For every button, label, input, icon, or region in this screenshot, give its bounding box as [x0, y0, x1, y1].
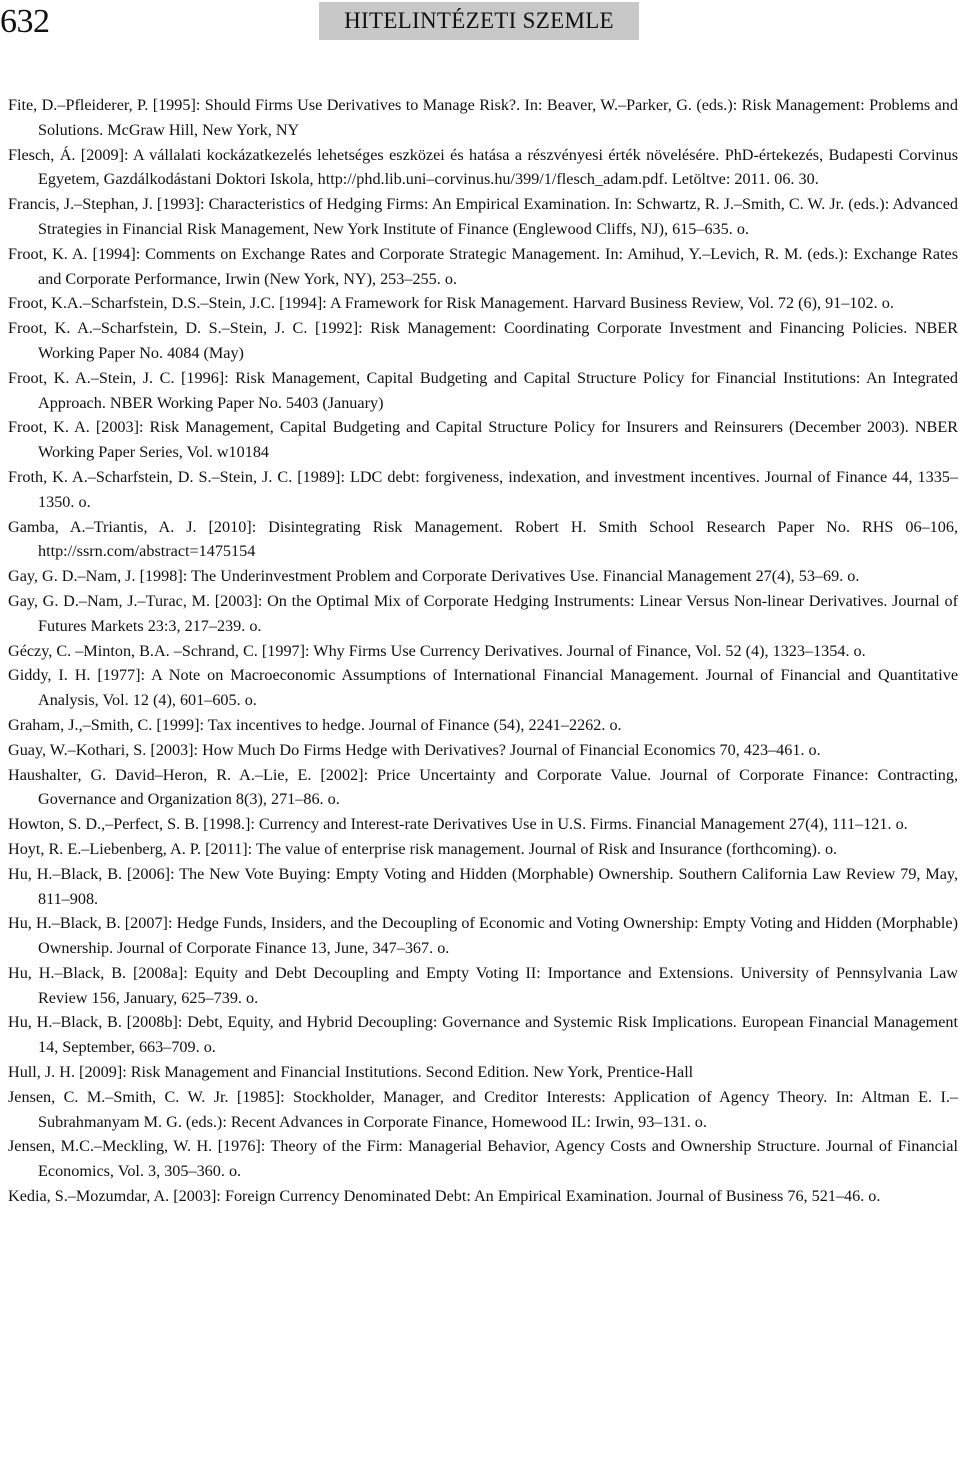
reference-item: Giddy, I. H. [1977]: A Note on Macroeconomic Assumptions of International Financial Management. Journal of Financial and Quantitative Analysis, Vol. 12 (4), 601–605. o. [8, 666, 958, 710]
reference-item: Gamba, A.–Triantis, A. J. [2010]: Disintegrating Risk Management. Robert H. Smith School Research Paper No. RHS 06–106, http://ssrn.com/abstract=1475154 [8, 517, 958, 561]
reference-list [8, 93, 958, 1209]
reference-item: Froot, K. A.–Stein, J. C. [1996]: Risk Management, Capital Budgeting and Capital Structure Policy for Financial Institutions: An Integrated Approach. NBER Working Paper No. 5403 (January) [8, 368, 958, 412]
reference-item: Guay, W.–Kothari, S. [2003]: How Much Do Firms Hedge with Derivatives? Journal of Financial Economics 70, 423–461. o. [8, 740, 821, 759]
reference-item: Hull, J. H. [2009]: Risk Management and Financial Institutions. Second Edition. New York, Prentice-Hall [8, 1063, 694, 1082]
journal-title-header: HITELINTÉZETI SZEMLE [319, 2, 639, 40]
reference-item: Géczy, C. –Minton, B.A. –Schrand, C. [1997]: Why Firms Use Currency Derivatives. Journal of Finance, Vol. 52 (4), 1323–1354. o. [8, 641, 866, 660]
reference-item: Froot, K. A.–Scharfstein, D. S.–Stein, J. C. [1992]: Risk Management: Coordinating Corporate Investment and Financing Policies. NBER Working Paper No. 4084 (May) [8, 319, 958, 362]
reference-item: Froot, K. A. [2003]: Risk Management, Capital Budgeting and Capital Structure Policy for Insurers and Reinsurers (December 2003). NBER Working Paper Series, Vol. w10184 [8, 418, 958, 462]
reference-item: Hu, H.–Black, B. [2008b]: Debt, Equity, and Hybrid Decoupling: Governance and Systemic Risk Implications. European Financial Management 14, September, 663–709. o. [8, 1013, 958, 1057]
reference-item: Francis, J.–Stephan, J. [1993]: Characteristics of Hedging Firms: An Empirical Examination. In: Schwartz, R. J.–Smith, C. W. Jr. (eds.): Advanced Strategies in Financial Risk Management, New York Institute of Finance (Englewood Cliffs, NJ), 615–635. o. [8, 195, 958, 238]
reference-item: Froot, K.A.–Scharfstein, D.S.–Stein, J.C. [1994]: A Framework for Risk Management. Harvard Business Review, Vol. 72 (6), 91–102. o. [8, 294, 894, 313]
reference-item: Graham, J.,–Smith, C. [1999]: Tax incentives to hedge. Journal of Finance (54), 2241–2262. o. [8, 715, 622, 734]
reference-item: Froot, K. A. [1994]: Comments on Exchange Rates and Corporate Strategic Management. In: Amihud, Y.–Levich, R. M. (eds.): Exchange Rates and Corporate Performance, Irwin (New York, NY), 253–255. o. [8, 244, 958, 288]
reference-item: Flesch, Á. [2009]: A vállalati kockázatkezelés lehetséges eszközei és hatása a részvényesi érték növelésére. PhD-értekezés, Budapesti Corvinus Egyetem, Gazdálkodástani Doktori Iskola, http://phd.lib.uni–corvinus.hu/399/1/flesch_adam.pdf. Letöltve: 2011. 06. 30. [8, 145, 958, 189]
reference-item: Hoyt, R. E.–Liebenberg, A. P. [2011]: The value of enterprise risk management. Journal of Risk and Insurance (forthcoming). o. [8, 839, 838, 858]
reference-item: Haushalter, G. David–Heron, R. A.–Lie, E. [2002]: Price Uncertainty and Corporate Value. Journal of Corporate Finance: Contracting, Governance and Organization 8(3), 271–86. o. [8, 765, 958, 809]
reference-item: Gay, G. D.–Nam, J. [1998]: The Underinvestment Problem and Corporate Derivatives Use. Financial Management 27(4), 53–69. o. [8, 567, 860, 586]
reference-item: Fite, D.–Pfleiderer, P. [1995]: Should Firms Use Derivatives to Manage Risk?. In: Beaver, W.–Parker, G. (eds.): Risk Management: Problems and Solutions. McGraw Hill, New York, NY [8, 96, 958, 139]
reference-item: Jensen, M.C.–Meckling, W. H. [1976]: Theory of the Firm: Managerial Behavior, Agency Costs and Ownership Structure. Journal of Financial Economics, Vol. 3, 305–360. o. [8, 1137, 958, 1181]
reference-item: Froth, K. A.–Scharfstein, D. S.–Stein, J. C. [1989]: LDC debt: forgiveness, indexation, and investment incentives. Journal of Finance 44, 1335–1350. o. [8, 467, 958, 511]
reference-item: Gay, G. D.–Nam, J.–Turac, M. [2003]: On the Optimal Mix of Corporate Hedging Instruments: Linear Versus Non-linear Derivatives. Journal of Futures Markets 23:3, 217–239. o. [8, 591, 958, 635]
reference-item: Hu, H.–Black, B. [2006]: The New Vote Buying: Empty Voting and Hidden (Morphable) Ownership. Southern California Law Review 79, May, 811–908. [8, 864, 958, 908]
reference-item: Kedia, S.–Mozumdar, A. [2003]: Foreign Currency Denominated Debt: An Empirical Examination. Journal of Business 76, 521–46. o. [8, 1187, 881, 1206]
page-number: 632 [0, 3, 50, 40]
reference-item: Hu, H.–Black, B. [2007]: Hedge Funds, Insiders, and the Decoupling of Economic and Voting Ownership: Empty Voting and Hidden (Morphable) Ownership. Journal of Corporate Finance 13, June, 347–367. o. [8, 914, 958, 958]
reference-item: Howton, S. D.,–Perfect, S. B. [1998.]: Currency and Interest-rate Derivatives Use in U.S. Firms. Financial Management 27(4), 111–121. o. [8, 815, 908, 834]
reference-item: Jensen, C. M.–Smith, C. W. Jr. [1985]: Stockholder, Manager, and Creditor Interests: Application of Agency Theory. In: Altman E. I.–Subrahmanyam M. G. (eds.): Recent Advances in Corporate Finance, Homewood IL: Irwin, 93–131. o. [8, 1087, 958, 1131]
reference-item: Hu, H.–Black, B. [2008a]: Equity and Debt Decoupling and Empty Voting II: Importance and Extensions. University of Pennsylvania Law Review 156, January, 625–739. o. [8, 963, 958, 1007]
